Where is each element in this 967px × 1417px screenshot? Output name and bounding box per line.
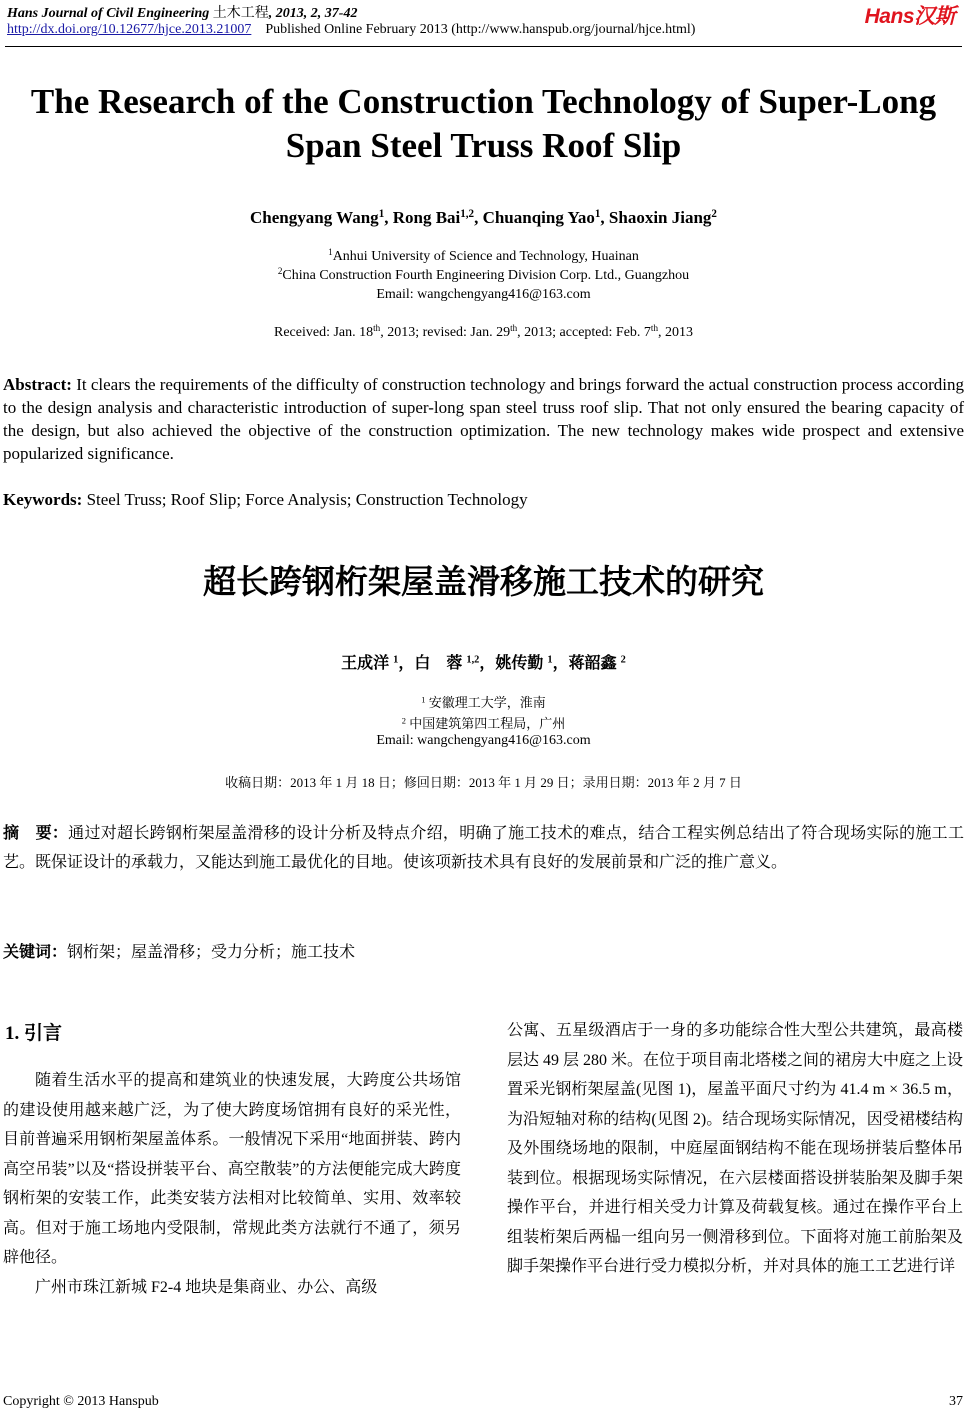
keywords-label: Keywords: — [3, 490, 83, 509]
keywords-cn — [3, 937, 964, 967]
section-heading: 1. 引言 — [5, 1023, 63, 1044]
copyright: Copyright © 2013 Hanspub — [3, 1394, 159, 1409]
author: Rong Bai$^{1,2}$, — [392, 207, 483, 227]
published-info: Published Online February 2013 (http://www.hanspub.org/journal/hjce.html) — [265, 22, 696, 37]
abstract-text: It clears the requirements of the difficulty of construction technology and brings forward the actual construction process according to the design analysis and characteristic introduction of super-long span steel truss roof slip. That not only ensured the bearing capacity of the design, but also achieved the objective of the construction optimization. The new technology makes wide prospect and extensive popularized significance. — [3, 375, 964, 463]
volume-info: , 2013, 2, 37-42 — [268, 6, 358, 21]
affiliation-2-en: $^2$China Construction Fourth Engineering Division Corp. Ltd., Guangzhou — [277, 266, 690, 283]
authors-en — [0, 208, 967, 228]
author: 蒋韶鑫 $^2$ — [568, 654, 626, 672]
hans-logo: Hans汉斯 — [864, 5, 955, 28]
journal-header — [7, 2, 357, 22]
journal-name-cn: 土木工程 — [212, 6, 269, 21]
author: Chuanqing Yao$^1$, — [482, 207, 609, 227]
dates-en: Received: Jan. 18th, 2013; revised: Jan. 29th, 2013; accepted: Feb. 7th, 2013 — [274, 323, 693, 340]
body-paragraph: 随着生活水平的提高和建筑业的快速发展，大跨度公共场馆的建设使用越来越广泛，为了使大跨度场馆拥有良好的采光性，目前普遍采用钢桁架屋盖体系。一般情况下采用“地面拼装、跨内高空吊装”以及“搭设拼装平台、高空散装”的方法便能完成大跨度钢桁架的安装工作，此类安装方法相对比较简单、实用、效率较高。但对于施工场地内受限制，常规此类方法就行不通了，须另辟他径。 — [3, 1072, 461, 1266]
authors-cn — [0, 650, 967, 673]
doi-link[interactable]: http://dx.doi.org/10.12677/hjce.2013.21007 — [7, 22, 252, 37]
header-divider — [5, 46, 962, 47]
page-number: 37 — [949, 1394, 963, 1409]
author: 姚传勤 $^1$， — [495, 654, 569, 672]
journal-name: Hans Journal of Civil Engineering — [7, 6, 210, 21]
doi-line — [7, 22, 695, 38]
email-en: Email: wangchengyang416@163.com — [376, 287, 591, 302]
paper-title-en: The Research of the Construction Technology of Super-Long Span Steel Truss Roof Slip — [30, 82, 937, 165]
keywords-en — [3, 488, 964, 511]
keywords-text: Steel Truss; Roof Slip; Force Analysis; Construction Technology — [86, 490, 528, 509]
author: 白 蓉 $^{1,2}$， — [414, 654, 496, 672]
body-column-left — [3, 1066, 461, 1302]
author: Shaoxin Jiang$^2$ — [608, 207, 717, 227]
affiliation-1-cn: $^1$ 安徽理工大学，淮南 — [421, 694, 546, 710]
abstract-text-cn: 通过对超长跨钢桁架屋盖滑移的设计分析及特点介绍，明确了施工技术的难点，结合工程实例总结出了符合现场实际的施工工艺。既保证设计的承载力，又能达到施工最优化的目地。使该项新技术具有良好的发展前景和广泛的推广意义。 — [3, 825, 964, 871]
body-paragraph: 公寓、五星级酒店于一身的多功能综合性大型公共建筑，最高楼层达 49 层 280 米。在位于项目南北塔楼之间的裙房大中庭之上设置采光钢桁架屋盖(见图 1)，屋盖平面尺寸约为 41.4 m × 36.5 m，为沿短轴对称的结构(见图 2)。结合现场实际情况，因受裙楼结构及外围绕场地的限制，中庭屋面钢结构不能在现场拼装后整体吊装到位。根据现场实际情况，在六层楼面搭设拼装胎架及脚手架操作平台，并进行相关受力计算及荷载复核。通过在操作平台上组装桁架后两榀一组向另一侧滑移到位。下面将对施工前胎架及脚手架操作平台进行受力模拟分析，并对具体的施工工艺进行详 — [507, 1022, 964, 1275]
abstract-label: Abstract: — [3, 375, 72, 394]
author: Chengyang Wang$^1$, — [250, 207, 393, 227]
paper-title-cn: 超长跨钢桁架屋盖滑移施工技术的研究 — [203, 562, 764, 601]
affiliation-1-en: $^1$Anhui University of Science and Technology, Huainan — [328, 247, 639, 264]
body-column-right — [507, 1016, 963, 1282]
body-paragraph: 广州市珠江新城 F2-4 地块是集商业、办公、高级 — [35, 1278, 378, 1296]
dates-cn: 收稿日期：2013 年 1 月 18 日；修回日期：2013 年 1 月 29 日；录用日期：2013 年 2 月 7 日 — [225, 775, 742, 790]
author: 王成洋 $^1$， — [341, 654, 415, 672]
keywords-text-cn: 钢桁架；屋盖滑移；受力分析；施工技术 — [67, 944, 356, 961]
abstract-cn — [3, 818, 964, 877]
abstract-label-cn: 摘 要： — [3, 823, 69, 842]
email-cn: Email: wangchengyang416@163.com — [376, 733, 591, 748]
affiliation-2-cn: $^2$ 中国建筑第四工程局，广州 — [401, 715, 566, 731]
abstract-en — [3, 373, 964, 465]
keywords-label-cn: 关键词： — [3, 942, 68, 961]
